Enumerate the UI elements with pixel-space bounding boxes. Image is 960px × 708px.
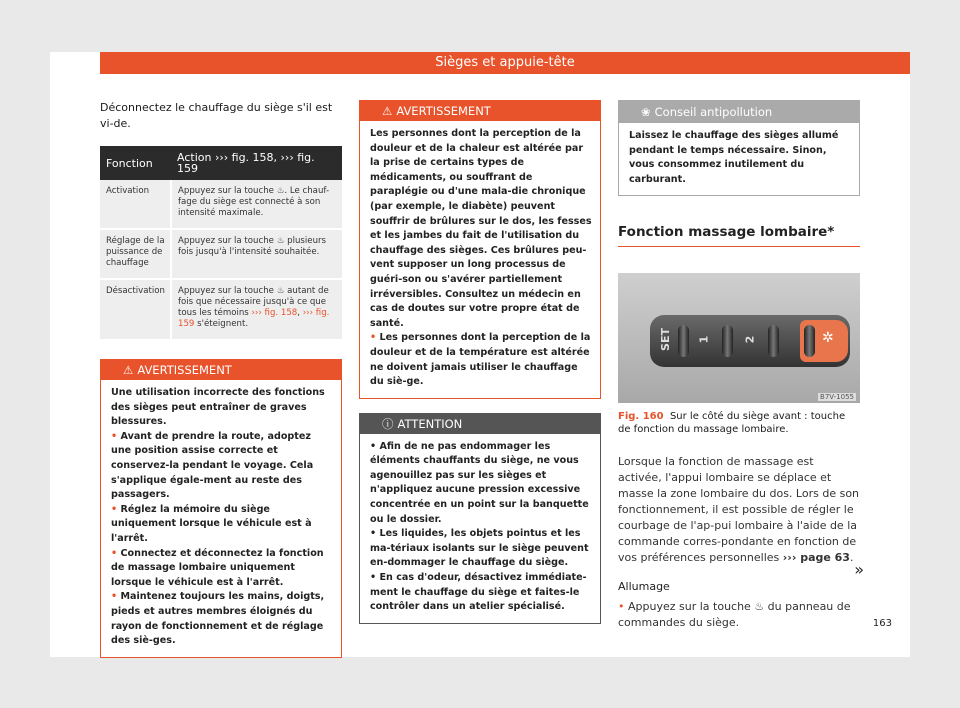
warning-title: AVERTISSEMENT: [396, 104, 491, 118]
attention-body: [360, 434, 600, 623]
memory-1-label: 1: [697, 336, 711, 344]
warning-item-text: Les personnes dont la perception de la douleur et de la chaleur est altérée par la prise de certains types de médicaments, ou souffrant de paraplégie ou d'une mala-die chronique (par exemple, le diabète) peuvent souffrir de brûlures sur le dos, les fesses et les jambes du fait de l'utilisation du chauffage des sièges. Ces brûlures peu-vent supposer un long processus de guéri-son ou s'avérer partiellement irréversibles. Consultez un médecin en cas de doutes sur votre propre état de santé.: [370, 128, 592, 329]
table-header-action: Action ››› fig. 158, ››› fig. 159: [171, 146, 342, 180]
lumbar-switch[interactable]: [804, 325, 815, 357]
intro-text: Déconnectez le chauffage du siège s'il est vi-de.: [100, 101, 333, 130]
bullet-icon: •: [370, 528, 380, 540]
bullet-icon: •: [370, 572, 380, 584]
list-item: [111, 430, 333, 503]
set-label: SET: [658, 328, 672, 352]
action-text: ,: [297, 308, 303, 318]
warning-title: AVERTISSEMENT: [137, 363, 232, 377]
eco-tip-header: [619, 101, 859, 123]
seat-control-panel: [650, 315, 850, 367]
list-item: [370, 127, 592, 331]
info-icon: ⓘ: [382, 416, 394, 431]
warning-box: [100, 359, 342, 658]
action-text: Appuyez sur la touche ♨ autant de fois que nécessaire jusqu'à ce que tous les témoins: [178, 286, 329, 318]
figure-caption: [618, 410, 860, 436]
body-paragraph: Lorsque la fonction de massage est activée, l'appui lombaire se déplace et masse la zone lombaire du dos. Lors de son fonctionnement, il est possible de régler le courbage de l'ap-pui lombaire à l'aide de la commande corres-pondante en fonction de vos préférences personnelles: [618, 455, 860, 565]
function-table: [100, 146, 342, 341]
body-text: [618, 454, 860, 566]
figure-lumbar-panel: [618, 273, 860, 403]
warning-icon: ⚠: [382, 104, 393, 118]
warning-box: [359, 100, 601, 399]
bullet-icon: •: [370, 440, 380, 452]
figure-number: Fig. 160: [618, 411, 664, 423]
fig-link[interactable]: ››› fig. 158: [251, 308, 298, 318]
warning-item-text: Avant de prendre la route, adoptez une position assise correcte et conservez-la pendant le voyage. Cela s'applique égale-ment au reste des passagers.: [111, 430, 314, 501]
bullet-icon: •: [370, 332, 380, 344]
warning-item-text: Les personnes dont la perception de la douleur et de la température est altérée ne doivent jamais utiliser le chauffage du siè-ge.: [370, 332, 591, 388]
table-cell-function: Réglage de la puissance de chauffage: [100, 229, 171, 279]
list-item: [370, 571, 592, 615]
attention-item-text: En cas d'odeur, désactivez immédiate-ment le chauffage du siège et faites-le contrôler dans un atelier spécialisé.: [370, 572, 587, 613]
list-item: [370, 440, 592, 528]
manual-page: [50, 52, 910, 657]
table-header-function: Fonction: [100, 146, 171, 180]
list-item: [618, 599, 860, 631]
warning-header: [101, 360, 341, 380]
column-middle: [359, 100, 601, 624]
warning-icon: ⚠: [123, 363, 134, 377]
bullet-icon: •: [111, 430, 121, 442]
column-right: [618, 100, 860, 631]
bullet-icon: •: [618, 600, 628, 614]
action-text: s'éteignent.: [194, 319, 249, 329]
attention-header: [360, 414, 600, 434]
figure-caption-text: Sur le côté du siège avant : touche de fonction du massage lombaire.: [618, 411, 846, 436]
instruction-text: Appuyez sur la touche ♨ du panneau de commandes du siège.: [618, 600, 851, 630]
memory-1-button[interactable]: [722, 325, 733, 357]
attention-box: [359, 413, 601, 624]
page-header: Sièges et appuie-tête: [100, 52, 910, 74]
warning-item-text: Connectez et déconnectez la fonction de massage lombaire uniquement lorsque le véhicule est à l'arrêt.: [111, 547, 324, 588]
table-cell-action: [171, 279, 342, 340]
set-button[interactable]: [678, 325, 689, 357]
continue-icon: »: [854, 560, 864, 579]
section-title: Fonction massage lombaire*: [618, 224, 860, 247]
memory-2-label: 2: [743, 336, 757, 344]
list-item: [111, 547, 333, 591]
figure-code: B7V-1055: [820, 393, 854, 402]
eco-leaf-icon: ❀: [641, 105, 651, 119]
warning-body: [360, 121, 600, 398]
bullet-icon: •: [111, 591, 121, 603]
eco-tip-body: Laissez le chauffage des sièges allumé pendant le temps nécessaire. Sinon, vous consommez inutilement du carburant.: [629, 130, 839, 185]
list-item: [370, 331, 592, 389]
warning-item-text: Réglez la mémoire du siège uniquement lorsque le véhicule est à l'arrêt.: [111, 503, 312, 544]
lumbar-massage-icon: ✲: [822, 330, 834, 347]
page-number: 163: [872, 618, 892, 629]
body-paragraph: .: [849, 551, 854, 565]
attention-item-text: Afin de ne pas endommager les éléments chauffants du siège, ne vous agenouillez pas sur les sièges et n'appliquez aucune pression excessive concentrée en un point sur la banquette ou le dossier.: [370, 440, 589, 525]
table-cell-function: Activation: [100, 180, 171, 229]
warning-intro: Une utilisation incorrecte des fonctions des sièges peut entraîner de graves blessures.: [111, 387, 325, 428]
column-left: [100, 100, 342, 658]
lumbar-massage-button[interactable]: [800, 320, 848, 362]
subheading: Allumage: [618, 580, 670, 594]
warning-header: [360, 101, 600, 121]
bullet-icon: •: [111, 547, 121, 559]
list-item: [111, 590, 333, 648]
table-row: [100, 229, 342, 279]
bullet-icon: •: [111, 503, 121, 515]
table-cell-action: Appuyez sur la touche ♨ plusieurs fois jusqu'à l'intensité souhaitée.: [171, 229, 342, 279]
list-item: [111, 503, 333, 547]
warning-item-text: Maintenez toujours les mains, doigts, pieds et autres membres éloignés du rayon de fonctionnement et de réglage des siè-ges.: [111, 591, 325, 647]
eco-tip-title: Conseil antipollution: [654, 105, 773, 119]
eco-tip-box: [618, 100, 860, 196]
page-link[interactable]: ››› page 63: [782, 551, 850, 565]
table-row: [100, 279, 342, 340]
table-cell-action: Appuyez sur la touche ♨. Le chauf-fage du siège est connecté à son intensité maximale.: [171, 180, 342, 229]
memory-2-button[interactable]: [768, 325, 779, 357]
fig-link[interactable]: ››› fig. 159: [178, 308, 330, 329]
warning-body: [101, 380, 341, 657]
attention-item-text: Les liquides, les objets pointus et les ma-tériaux isolants sur le siège peuvent en-dommager le chauffage du siège.: [370, 528, 589, 569]
attention-title: ATTENTION: [397, 416, 463, 431]
table-cell-function: Désactivation: [100, 279, 171, 340]
list-item: [370, 527, 592, 571]
table-row: [100, 180, 342, 229]
